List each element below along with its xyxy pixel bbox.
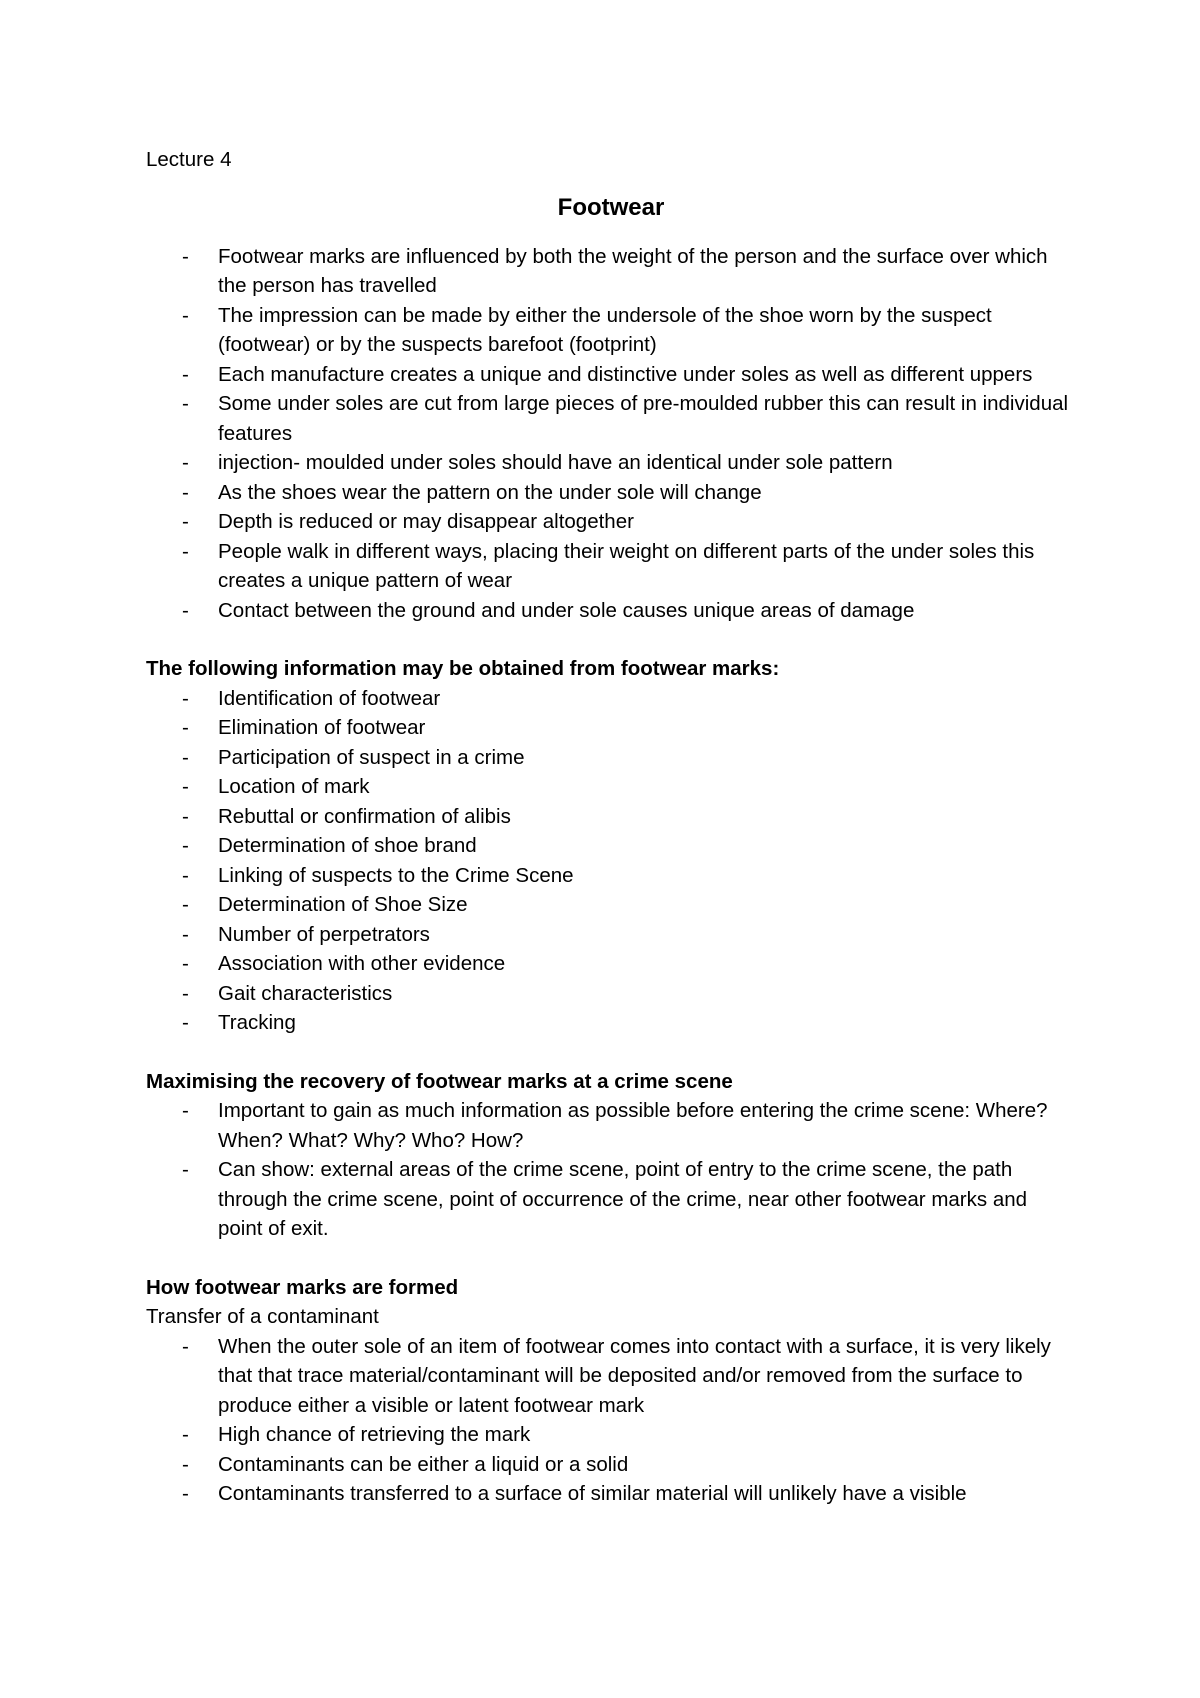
list-item-text: Tracking — [218, 1011, 296, 1034]
list-item — [146, 389, 1076, 448]
list-item — [146, 920, 1076, 950]
dash-bullet-icon: - — [182, 716, 189, 739]
section-heading: The following information may be obtained from footwear marks: — [146, 657, 780, 680]
list-item — [146, 802, 1076, 832]
list-item — [146, 1479, 1076, 1509]
list-item-text: Number of perpetrators — [218, 922, 430, 946]
list-item-text: The impression can be made by either the undersole of the shoe worn by the suspect (footwear) or by the suspects barefoot (footprint) — [218, 303, 992, 356]
section-heading: Maximising the recovery of footwear marks at a crime scene — [146, 1069, 733, 1093]
dash-bullet-icon: - — [182, 893, 189, 916]
dash-bullet-icon: - — [182, 1011, 189, 1034]
dash-bullet-icon: - — [182, 1423, 189, 1446]
dash-bullet-icon: - — [182, 362, 189, 386]
list-item-text: People walk in different ways, placing their weight on different parts of the under soles this creates a unique pattern of wear — [218, 539, 1035, 592]
list-item-text: Participation of suspect in a crime — [218, 745, 525, 769]
list-item-text: Each manufacture creates a unique and distinctive under soles as well as different uppers — [218, 362, 1033, 386]
list-item — [146, 713, 1076, 743]
list-item — [146, 1155, 1076, 1244]
document-section — [146, 1273, 1076, 1509]
list-item-text: Can show: external areas of the crime scene, point of entry to the crime scene, the path through the crime scene, point of occurrence of the crime, near other footwear marks and point of exit. — [218, 1158, 1028, 1240]
list-item — [146, 242, 1076, 301]
dash-bullet-icon: - — [182, 686, 189, 710]
dash-bullet-icon: - — [182, 598, 189, 622]
sections-container — [146, 654, 1076, 1509]
list-item — [146, 537, 1076, 596]
section-bullet-list — [146, 684, 1076, 1038]
dash-bullet-icon: - — [182, 922, 189, 946]
list-item-text: Location of mark — [218, 775, 370, 798]
list-item — [146, 1450, 1076, 1480]
dash-bullet-icon: - — [182, 510, 189, 533]
intro-bullet-list — [146, 242, 1076, 626]
list-item — [146, 478, 1076, 508]
list-item — [146, 301, 1076, 360]
list-item — [146, 360, 1076, 390]
lecture-label: Lecture 4 — [146, 148, 232, 171]
list-item — [146, 979, 1076, 1009]
list-item — [146, 949, 1076, 979]
list-item-text: Some under soles are cut from large pieces of pre-moulded rubber this can result in individual features — [218, 392, 1069, 445]
list-item — [146, 507, 1076, 537]
list-item — [146, 684, 1076, 714]
document-section — [146, 654, 1076, 1038]
document-section — [146, 1067, 1076, 1244]
dash-bullet-icon: - — [182, 952, 189, 975]
dash-bullet-icon: - — [182, 745, 189, 769]
dash-bullet-icon: - — [182, 1482, 189, 1505]
list-item — [146, 890, 1076, 920]
list-item — [146, 448, 1076, 478]
dash-bullet-icon: - — [182, 1452, 189, 1476]
list-item-text: Important to gain as much information as possible before entering the crime scene: Where? When? What? Why? Who? How? — [218, 1099, 1048, 1152]
dash-bullet-icon: - — [182, 451, 189, 474]
list-item-text: Depth is reduced or may disappear altogether — [218, 510, 634, 533]
dash-bullet-icon: - — [182, 539, 189, 563]
dash-bullet-icon: - — [182, 480, 189, 504]
list-item-text: Identification of footwear — [218, 686, 441, 710]
dash-bullet-icon: - — [182, 775, 189, 798]
list-item-text: Contaminants can be either a liquid or a solid — [218, 1452, 629, 1476]
section-bullet-list — [146, 1332, 1076, 1509]
list-item-text: Footwear marks are influenced by both the weight of the person and the surface over which the person has travelled — [218, 244, 1048, 297]
list-item-text: Contact between the ground and under sole causes unique areas of damage — [218, 598, 915, 622]
dash-bullet-icon: - — [182, 244, 189, 268]
list-item-text: Rebuttal or confirmation of alibis — [218, 804, 511, 828]
dash-bullet-icon: - — [182, 303, 189, 327]
list-item-text: As the shoes wear the pattern on the under sole will change — [218, 480, 762, 504]
list-item-text: Determination of shoe brand — [218, 834, 477, 857]
dash-bullet-icon: - — [182, 1099, 189, 1122]
list-item-text: Gait characteristics — [218, 981, 393, 1005]
list-item — [146, 861, 1076, 891]
dash-bullet-icon: - — [182, 834, 189, 857]
list-item-text: Linking of suspects to the Crime Scene — [218, 863, 574, 887]
dash-bullet-icon: - — [182, 804, 189, 828]
list-item-text: Determination of Shoe Size — [218, 893, 468, 916]
list-item-text: injection- moulded under soles should have an identical under sole pattern — [218, 451, 893, 474]
list-item-text: High chance of retrieving the mark — [218, 1423, 531, 1446]
document-title: Footwear — [557, 193, 665, 221]
dash-bullet-icon: - — [182, 1334, 189, 1358]
dash-bullet-icon: - — [182, 1158, 189, 1181]
list-item — [146, 1008, 1076, 1038]
dash-bullet-icon: - — [182, 981, 189, 1005]
dash-bullet-icon: - — [182, 863, 189, 887]
list-item-text: When the outer sole of an item of footwear comes into contact with a surface, it is very likely that that trace material/contaminant will be deposited and/or removed from the surface to produce either a visible or latent footwear mark — [218, 1334, 1051, 1417]
dash-bullet-icon: - — [182, 392, 189, 415]
list-item — [146, 596, 1076, 626]
list-item — [146, 1096, 1076, 1155]
list-item — [146, 772, 1076, 802]
list-item — [146, 1332, 1076, 1421]
list-item-text: Contaminants transferred to a surface of similar material will unlikely have a visible — [218, 1482, 967, 1505]
list-item — [146, 1420, 1076, 1450]
list-item-text: Association with other evidence — [218, 952, 506, 975]
section-subheading: Transfer of a contaminant — [146, 1305, 379, 1328]
document-body — [146, 145, 1076, 1509]
section-bullet-list — [146, 1096, 1076, 1244]
section-heading: How footwear marks are formed — [146, 1275, 459, 1299]
list-item-text: Elimination of footwear — [218, 716, 426, 739]
list-item — [146, 831, 1076, 861]
list-item — [146, 743, 1076, 773]
